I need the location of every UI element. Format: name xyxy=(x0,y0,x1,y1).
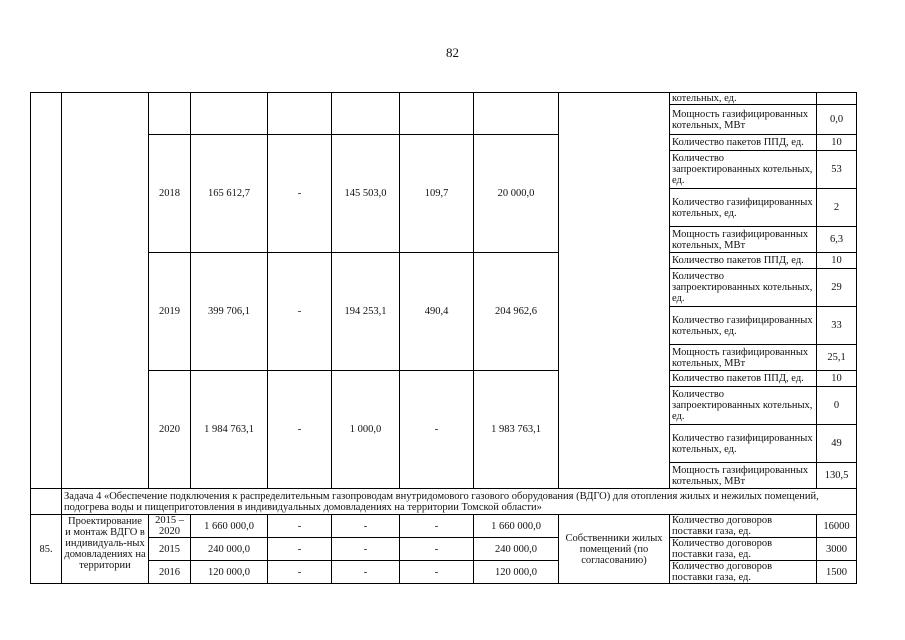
indicator-label: Мощность газифицированных котельных, МВт xyxy=(670,105,817,135)
fed-cell: - xyxy=(268,561,332,584)
fed-cell xyxy=(268,93,332,135)
fed-cell: - xyxy=(268,538,332,561)
reg-cell: - xyxy=(332,561,400,584)
reg-cell: 194 253,1 xyxy=(332,253,400,371)
local-cell: - xyxy=(400,561,474,584)
indicator-label: котельных, ед. xyxy=(670,93,817,105)
year-cell: 2019 xyxy=(149,253,191,371)
table-row xyxy=(31,561,857,584)
indicator-value: 6,3 xyxy=(817,227,857,253)
indicator-value: 130,5 xyxy=(817,463,857,489)
total-cell xyxy=(191,93,268,135)
total-cell: 240 000,0 xyxy=(191,538,268,561)
reg-cell: - xyxy=(332,538,400,561)
local-cell: 490,4 xyxy=(400,253,474,371)
indicator-label: Количество запроектированных котельных, ед. xyxy=(670,269,817,307)
fed-cell: - xyxy=(268,253,332,371)
year-cell: 2018 xyxy=(149,135,191,253)
indicator-value xyxy=(817,93,857,105)
local-cell: - xyxy=(400,515,474,538)
table-row xyxy=(31,371,857,387)
total-cell: 165 612,7 xyxy=(191,135,268,253)
table-row xyxy=(31,538,857,561)
indicator-label: Количество пакетов ППД, ед. xyxy=(670,253,817,269)
item-number: 85. xyxy=(31,515,62,584)
indicator-value: 10 xyxy=(817,253,857,269)
local-cell: - xyxy=(400,538,474,561)
reg-cell: - xyxy=(332,515,400,538)
number-cell xyxy=(31,489,62,515)
table-row xyxy=(31,489,857,515)
executor-cell xyxy=(559,93,670,489)
table-row xyxy=(31,93,857,105)
indicator-value: 0,0 xyxy=(817,105,857,135)
table-row xyxy=(31,135,857,151)
local-cell: 109,7 xyxy=(400,135,474,253)
local-cell xyxy=(400,93,474,135)
indicator-value: 2 xyxy=(817,189,857,227)
indicator-value: 1500 xyxy=(817,561,857,584)
indicator-value: 29 xyxy=(817,269,857,307)
page-number: 82 xyxy=(446,45,459,60)
indicator-value: 16000 xyxy=(817,515,857,538)
indicator-label: Мощность газифицированных котельных, МВт xyxy=(670,463,817,489)
indicator-value: 3000 xyxy=(817,538,857,561)
indicator-label: Мощность газифицированных котельных, МВт xyxy=(670,227,817,253)
indicator-value: 10 xyxy=(817,135,857,151)
extra-cell: 1 983 763,1 xyxy=(474,371,559,489)
reg-cell: 1 000,0 xyxy=(332,371,400,489)
indicator-value: 53 xyxy=(817,151,857,189)
indicator-label: Количество газифицированных котельных, ед. xyxy=(670,425,817,463)
indicator-label: Количество пакетов ППД, ед. xyxy=(670,135,817,151)
indicator-label: Количество запроектированных котельных, ед. xyxy=(670,387,817,425)
total-cell: 1 984 763,1 xyxy=(191,371,268,489)
indicator-label: Количество газифицированных котельных, ед. xyxy=(670,307,817,345)
year-cell: 2020 xyxy=(149,371,191,489)
year-cell: 2015 – 2020 xyxy=(149,515,191,538)
total-cell: 120 000,0 xyxy=(191,561,268,584)
reg-cell: 145 503,0 xyxy=(332,135,400,253)
indicator-value: 0 xyxy=(817,387,857,425)
year-cell: 2016 xyxy=(149,561,191,584)
indicator-label: Количество пакетов ППД, ед. xyxy=(670,371,817,387)
total-cell: 1 660 000,0 xyxy=(191,515,268,538)
reg-cell xyxy=(332,93,400,135)
indicator-value: 49 xyxy=(817,425,857,463)
indicator-label: Количество договоров поставки газа, ед. xyxy=(670,538,817,561)
name-cell xyxy=(62,93,149,489)
fed-cell: - xyxy=(268,371,332,489)
indicator-label: Количество договоров поставки газа, ед. xyxy=(670,515,817,538)
indicator-label: Количество газифицированных котельных, ед. xyxy=(670,189,817,227)
indicator-label: Количество договоров поставки газа, ед. xyxy=(670,561,817,584)
fed-cell: - xyxy=(268,515,332,538)
executor-cell: Собственники жилых помещений (по согласованию) xyxy=(559,515,670,584)
indicator-value: 10 xyxy=(817,371,857,387)
task-heading: Задача 4 «Обеспечение подключения к распределительным газопроводам внутридомового газового оборудования (ВДГО) для отопления жилых и нежилых помещений, подогрева воды и пищеприготовления в индивидуальных домовладениях на территории Томской области» xyxy=(62,489,857,515)
extra-cell: 120 000,0 xyxy=(474,561,559,584)
indicator-value: 25,1 xyxy=(817,345,857,371)
table-row xyxy=(31,515,857,538)
indicator-value: 33 xyxy=(817,307,857,345)
extra-cell xyxy=(474,93,559,135)
program-table xyxy=(30,92,857,584)
extra-cell: 240 000,0 xyxy=(474,538,559,561)
year-cell xyxy=(149,93,191,135)
extra-cell: 204 962,6 xyxy=(474,253,559,371)
indicator-label: Мощность газифицированных котельных, МВт xyxy=(670,345,817,371)
indicator-label: Количество запроектированных котельных, ед. xyxy=(670,151,817,189)
fed-cell: - xyxy=(268,135,332,253)
year-cell: 2015 xyxy=(149,538,191,561)
table-row xyxy=(31,253,857,269)
item-name: Проектирование и монтаж ВДГО в индивидуаль-ных домовладениях на территории xyxy=(62,515,149,584)
extra-cell: 20 000,0 xyxy=(474,135,559,253)
total-cell: 399 706,1 xyxy=(191,253,268,371)
extra-cell: 1 660 000,0 xyxy=(474,515,559,538)
number-cell xyxy=(31,93,62,489)
local-cell: - xyxy=(400,371,474,489)
